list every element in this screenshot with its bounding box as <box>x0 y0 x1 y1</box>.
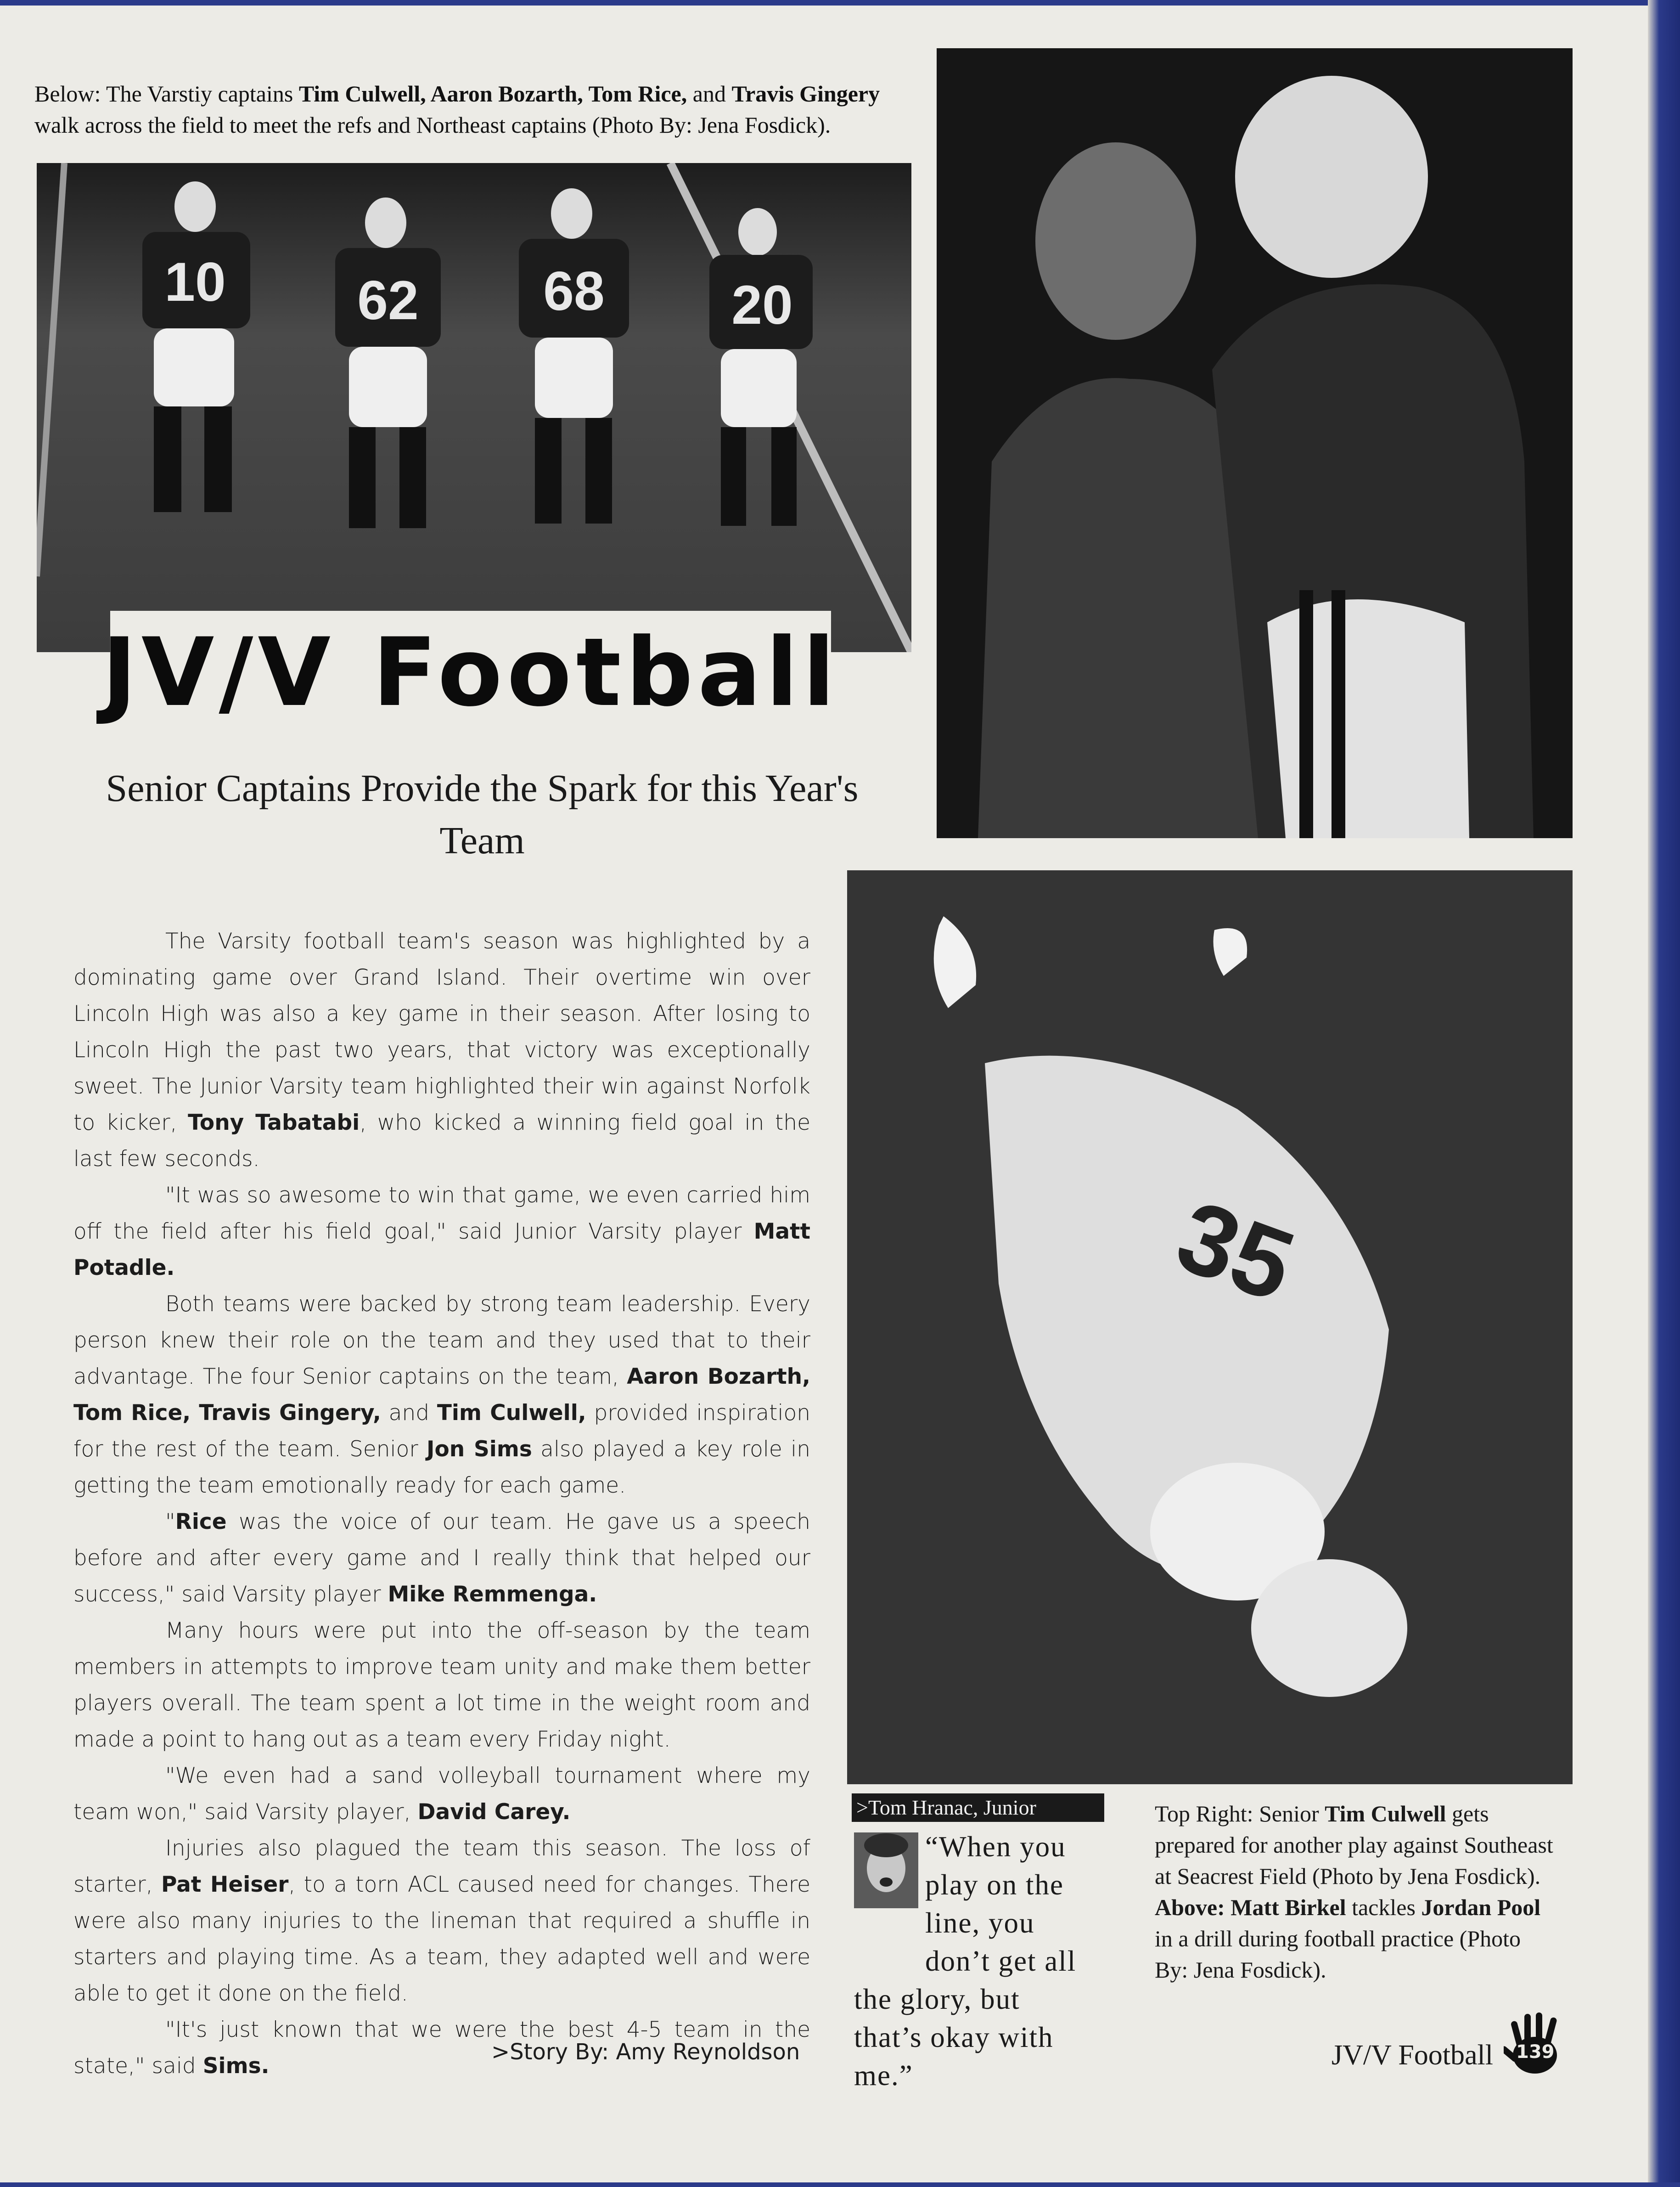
story-name: Rice <box>175 1509 227 1534</box>
story-name: Sims. <box>202 2053 270 2079</box>
story-paragraph <box>73 1504 810 1612</box>
story-text: Injuries also plagued the team this season. The loss of starter, <box>73 1836 810 1897</box>
player-quote <box>854 1828 1093 2095</box>
caption-text: Top Right: Senior <box>1155 1801 1325 1826</box>
page-folio <box>1332 2016 1570 2076</box>
page-number: 139 <box>1516 2041 1555 2063</box>
caption-names: Travis Gingery <box>731 81 880 107</box>
story-text: and <box>381 1400 437 1426</box>
story-text: "We even had a sand volleyball tournament where my team won," said Varsity player, <box>73 1763 810 1825</box>
story-text: provided inspiration for the rest of the team. Senior <box>73 1400 810 1462</box>
quote-speaker-tag: >Tom Hranac, Junior <box>852 1793 1104 1822</box>
page-edge-right <box>1648 0 1680 2187</box>
story-text: , to a torn ACL caused need for changes. There were also many injuries to the lineman that required a shuffle in starters and playing time. As a team, they adapted well and were able to get it done on the field. <box>73 1872 810 2006</box>
story-name: Matt Potadle. <box>73 1219 810 1280</box>
caption-names: Jordan Pool <box>1421 1894 1541 1920</box>
story-name: David Carey. <box>417 1799 571 1825</box>
captains-walking-photo <box>37 163 911 652</box>
caption-names: Tim Culwell, Aaron Bozarth, Tom Rice, <box>298 81 687 107</box>
tackle-drill-photo <box>847 870 1573 1784</box>
caption-text <box>1225 1894 1231 1920</box>
story-text: was the voice of our team. He gave us a speech before and after every game and I really think that helped our success," said Varsity player <box>73 1509 810 1607</box>
top-photo-caption <box>34 78 930 141</box>
story-paragraph <box>73 923 810 1177</box>
story-text: also played a key role in getting the team emotionally ready for each game. <box>73 1437 810 1498</box>
title-box <box>101 611 840 735</box>
story-name: Tim Culwell, <box>437 1400 586 1426</box>
caption-text: in a drill during football practice (Photo By: Jena Fosdick). <box>1155 1926 1521 1983</box>
story-text: "It was so awesome to win that game, we even carried him off the field after his field goal," said Junior Varsity player <box>73 1183 810 1244</box>
caption-text: tackles <box>1346 1894 1422 1920</box>
jersey-number: 62 <box>357 270 419 331</box>
jersey-number: 68 <box>543 260 605 322</box>
caption-names: Above: <box>1155 1894 1225 1920</box>
culwell-sideline-photo <box>937 48 1573 838</box>
story-byline: >Story By: Amy Reynoldson <box>491 2039 800 2065</box>
story-name: Mike Remmenga. <box>388 1582 597 1607</box>
caption-text: walk across the field to meet the refs and Northeast captains (Photo By: Jena Fosdick). <box>34 112 831 138</box>
story-paragraph <box>73 1286 810 1504</box>
story-text: , who kicked a winning field goal in the last few seconds. <box>73 1110 810 1172</box>
story-text: Both teams were backed by strong team leadership. Every person knew their role on the team and they used that to their advantage. The four Senior captains on the team, <box>73 1291 810 1389</box>
story-name: Jon Sims <box>426 1437 532 1462</box>
story-paragraph <box>73 1758 810 1830</box>
jersey-number: 20 <box>731 274 793 336</box>
right-photo-caption <box>1155 1798 1559 1985</box>
story-name: Tony Tabatabi <box>188 1110 360 1135</box>
jersey-number: 10 <box>164 251 226 313</box>
page-edge-top <box>0 0 1680 6</box>
quote-text: “When you play on the line, you don’t get all the glory, but that’s okay with me.” <box>854 1831 1077 2091</box>
caption-names: Tim Culwell <box>1325 1801 1446 1826</box>
jersey-number: 35 <box>1163 1178 1308 1324</box>
story-text: The Varsity football team's season was highlighted by a dominating game over Grand Island. Their overtime win over Lincoln High was also a key game in their season. After losing to Lincoln High the past two years, that victory was exceptionally sweet. The Junior Varsity team highlighted their win against Norfolk to kicker, <box>73 929 810 1135</box>
page-subtitle: Senior Captains Provide the Spark for this Year's Team <box>106 767 859 862</box>
story-paragraph <box>73 1830 810 2012</box>
story-name: Pat Heiser <box>161 1872 289 1897</box>
page-edge-bottom <box>0 2182 1680 2187</box>
story-text: " <box>165 1509 175 1534</box>
caption-text: and <box>687 81 732 107</box>
story-text: "It's just known that we were the best 4-5 team in the state," said <box>73 2017 810 2079</box>
caption-text: gets prepared for another play against Southeast at Seacrest Field (Photo by Jena Fosdick). <box>1155 1801 1553 1889</box>
story-name: Aaron Bozarth, Tom Rice, Travis Gingery, <box>73 1364 810 1426</box>
folio-label: JV/V Football <box>1332 2040 1493 2071</box>
story-paragraph: Many hours were put into the off-season by the team members in attempts to improve team unity and make them better players overall. The team spent a lot time in the weight room and made a point to hang out as a team every Friday night. <box>73 1618 810 1752</box>
story-paragraph <box>73 1177 810 1286</box>
quote-photo-spacer <box>854 1828 925 1943</box>
page-title: JV/V Football <box>101 618 840 727</box>
story-body <box>73 923 810 2084</box>
caption-names: Matt Birkel <box>1231 1894 1346 1920</box>
caption-text: Below: The Varstiy captains <box>34 81 299 107</box>
